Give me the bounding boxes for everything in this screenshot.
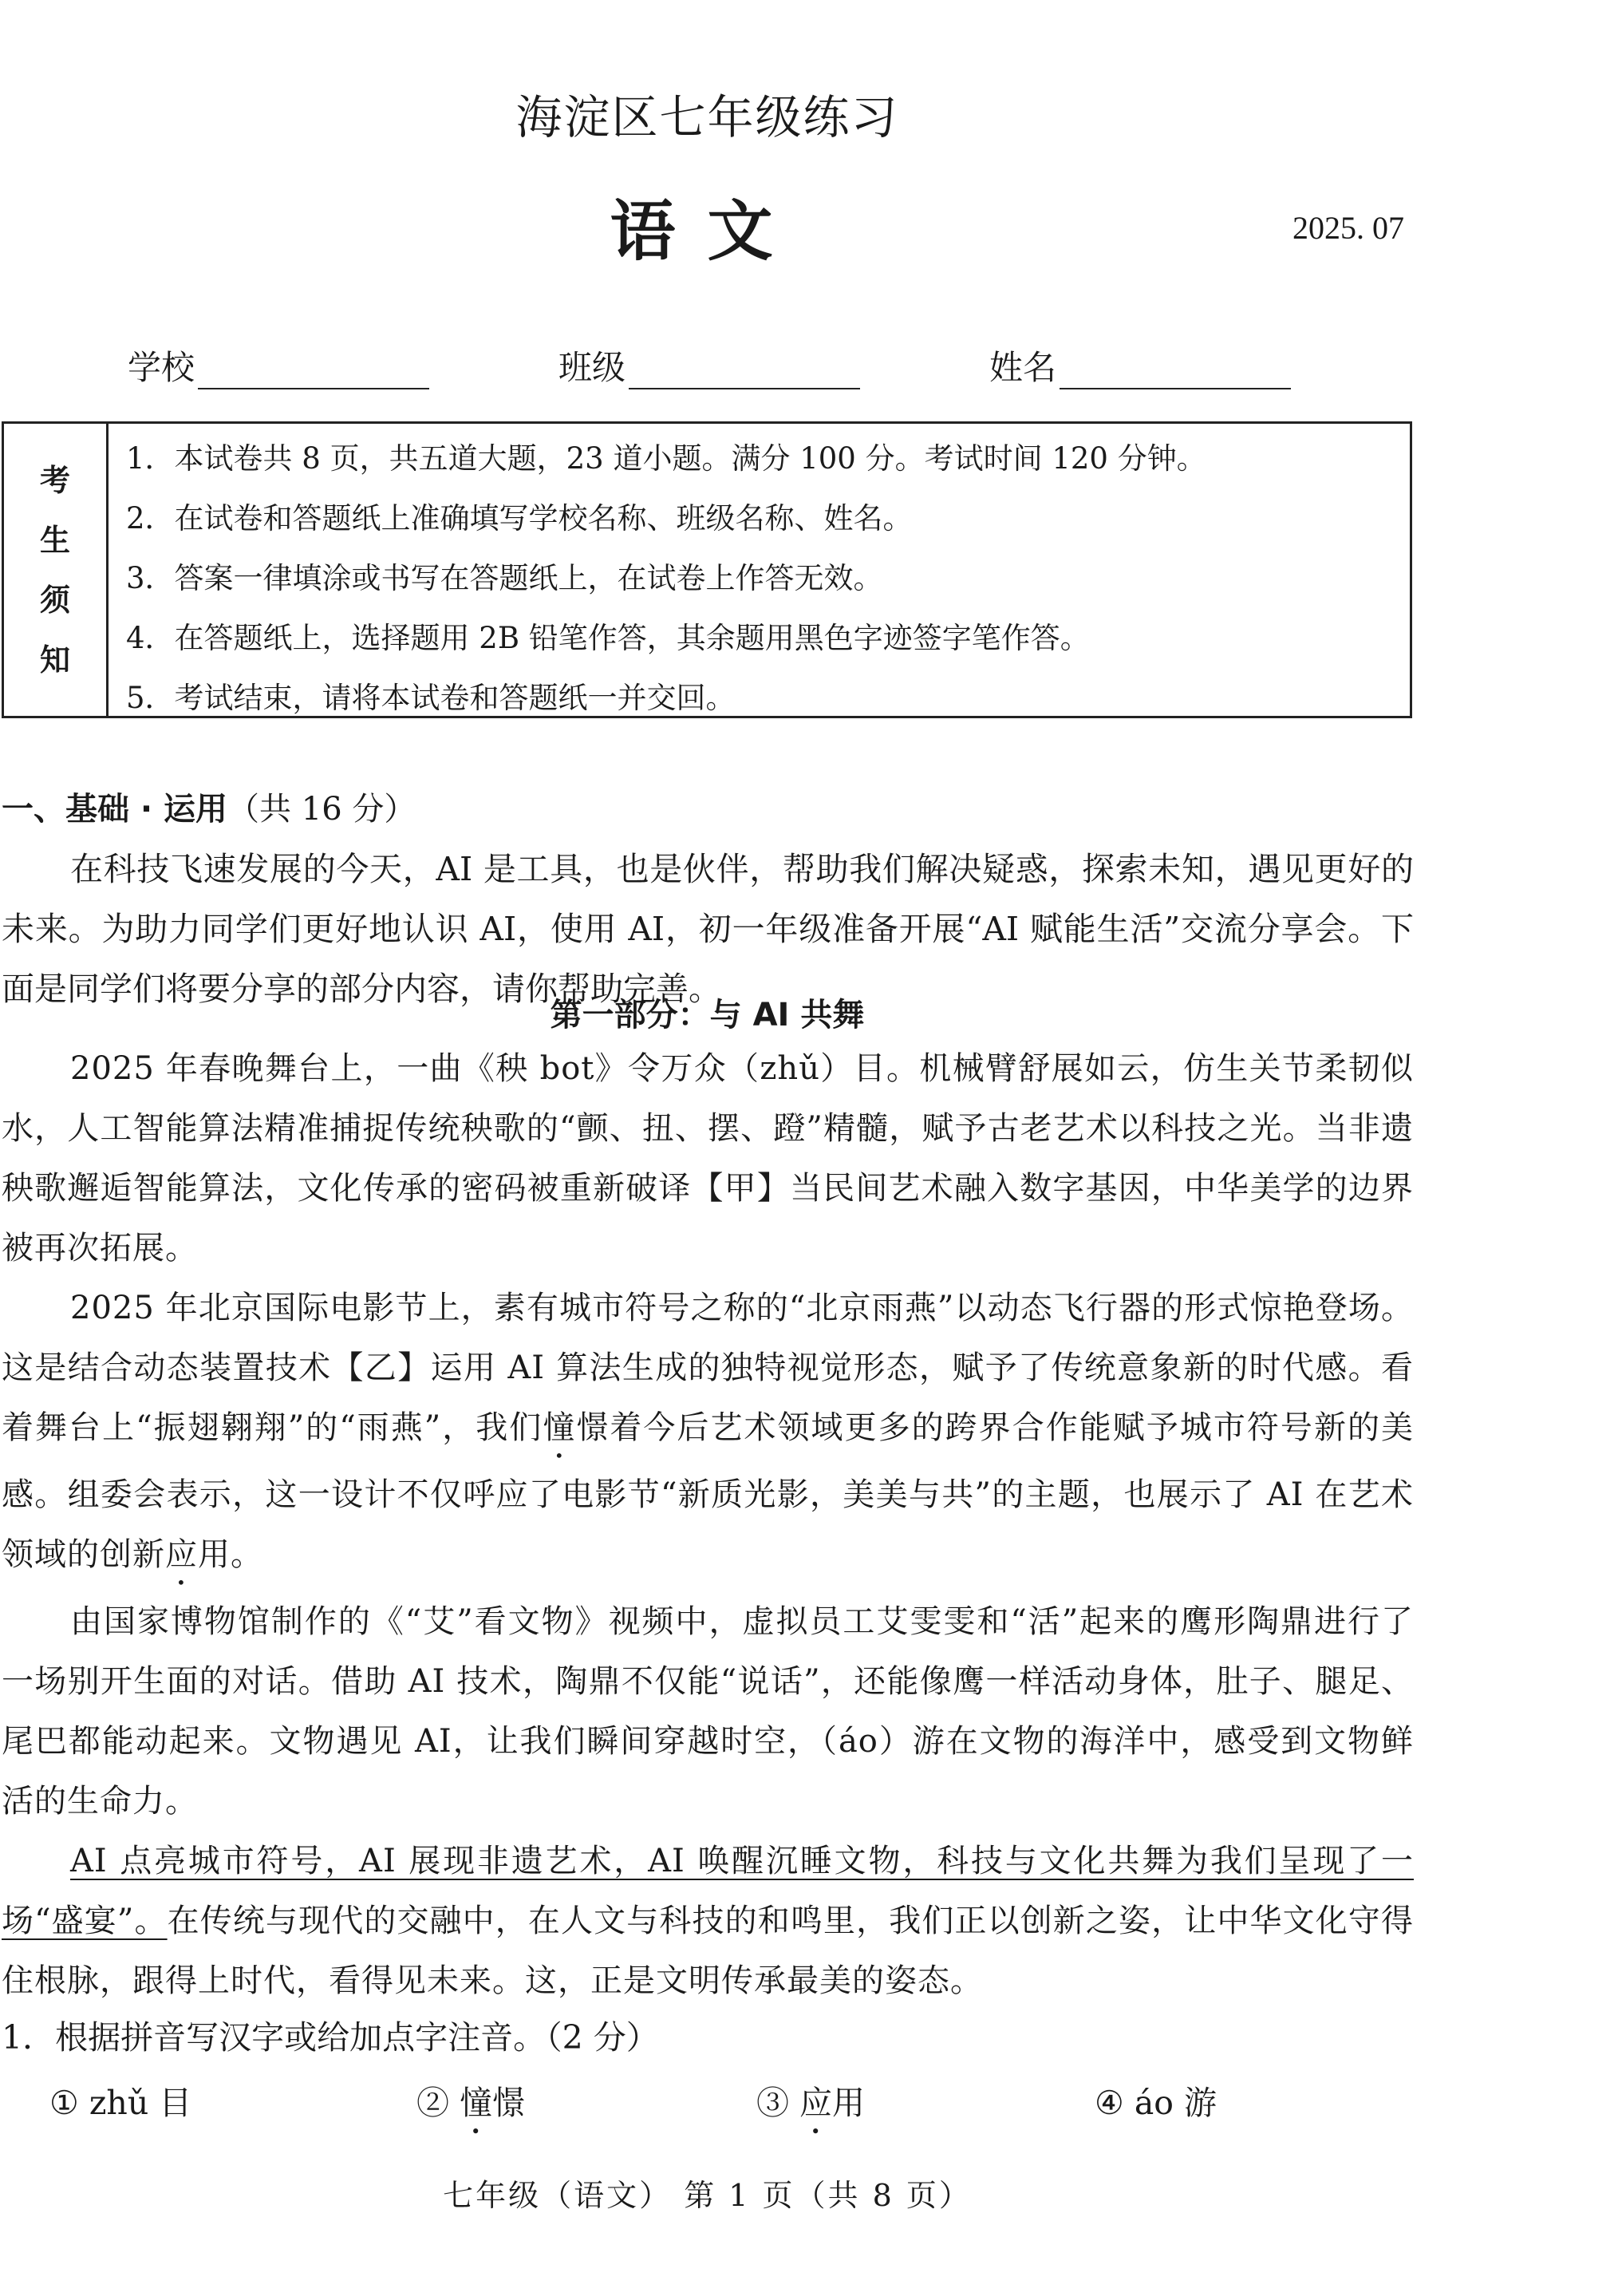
underlined-sentence: AI 点亮城市符号，AI 展现非遗艺术，AI 唤醒沉睡文物，科技与文化共舞为我们呈现了一场“盛宴”。: [2, 1843, 1414, 1939]
question-1-option: [756, 2077, 865, 2141]
name-label: 姓名: [989, 348, 1057, 387]
name-blank[interactable]: [1060, 356, 1291, 389]
exam-title: 海淀区七年级练习: [515, 90, 899, 144]
class-blank[interactable]: [629, 356, 860, 389]
option-dotted-char: 憧: [460, 2084, 493, 2122]
option-text: 用: [832, 2084, 866, 2122]
school-label: 学校: [128, 348, 195, 387]
option-number: ②: [416, 2084, 449, 2122]
notice-item: 5．考试结束，请将本试卷和答题纸一并交回。: [126, 681, 736, 715]
section-title-text: 一、基础 · 运用: [2, 791, 228, 828]
notice-heading: [4, 424, 109, 716]
notice-heading-char: 知: [39, 642, 70, 678]
name-field[interactable]: [989, 342, 1291, 389]
class-field[interactable]: [558, 342, 860, 389]
section-title: [2, 784, 416, 829]
notice-list: [109, 424, 1410, 716]
p2-text-a: 2025 年北京国际电影节上，素有城市符号之称的“北京雨燕”以动态飞行器的形式惊艳登场。这是结合动态装置技术【乙】运用 AI 算法生成的独特视觉形态，赋予了传统意象新的时代感。看着舞台上“振翅翱翔”的“雨燕”，我们: [2, 1290, 1414, 1446]
option-dotted-char: 应: [799, 2084, 833, 2122]
notice-heading-char: 生: [39, 522, 70, 558]
notice-item: 4．在答题纸上，选择题用 2B 铅笔作答，其余题用黑色字迹签字笔作答。: [126, 621, 1090, 655]
part-title: 第一部分：与 AI 共舞: [550, 997, 865, 1033]
option-number: ③: [756, 2084, 789, 2122]
passage-paragraph-4: [2, 1832, 1414, 2011]
p4-text-rest: 在传统与现代的交融中，在人文与科技的和鸣里，我们正以创新之姿，让中华文化守得住根脉，跟得上时代，看得见未来。这，正是文明传承最美的姿态。: [2, 1903, 1414, 1999]
question-1-option: [49, 2077, 191, 2124]
p2-text-c: 用。: [198, 1536, 263, 1573]
option-number: ④: [1095, 2084, 1124, 2122]
subject-title: 语文: [610, 193, 805, 270]
question-1-option: [416, 2077, 525, 2141]
question-1-option: [1095, 2077, 1217, 2124]
option-text: áo 游: [1134, 2084, 1217, 2122]
option-text: zhǔ 目: [89, 2084, 192, 2122]
exam-date: 2025. 07: [1292, 210, 1404, 246]
dotted-char-chong: 憧: [543, 1409, 577, 1446]
passage-paragraph-3: 由国家博物馆制作的《“艾”看文物》视频中，虚拟员工艾雯雯和“活”起来的鹰形陶鼎进行了一场别开生面的对话。借助 AI 技术，陶鼎不仅能“说话”，还能像鹰一样活动身体，肚子、腿足、尾巴都能动起来。文物遇见 AI，让我们瞬间穿越时空，（áo）游在文物的海洋中，感受到文物鲜活的生命力。: [2, 1603, 1414, 1820]
page-footer: 七年级（语文） 第 1 页（共 8 页）: [443, 2178, 972, 2213]
option-number: ①: [49, 2084, 79, 2122]
passage: [2, 1039, 1414, 2011]
option-text: 憬: [492, 2084, 526, 2122]
question-1-stem: 1．根据拼音写汉字或给加点字注音。（2 分）: [2, 2018, 659, 2057]
exam-notice-box: [2, 421, 1412, 718]
notice-item: 1．本试卷共 8 页，共五道大题，23 道小题。满分 100 分。考试时间 120 分钟。: [126, 441, 1206, 476]
p2-text-b: 憬着今后艺术领域更多的跨界合作能赋予城市符号新的美感。组委会表示，这一设计不仅呼应了电影节“新质光影，美美与共”的主题，也展示了 AI 在艺术领域的创新: [2, 1409, 1415, 1573]
intro-paragraph: 在科技飞速发展的今天，AI 是工具，也是伙伴，帮助我们解决疑惑，探索未知，遇见更好的未来。为助力同学们更好地认识 AI，使用 AI，初一年级准备开展“AI 赋能生活”交流分享会。下面是同学们将要分享的部分内容，请你帮助完善。: [2, 850, 1414, 1008]
dotted-char-ying: 应: [165, 1536, 198, 1573]
notice-heading-char: 考: [39, 462, 70, 498]
section-score: （共 16 分）: [227, 791, 416, 828]
school-field[interactable]: [128, 342, 429, 389]
notice-item: 2．在试卷和答题纸上准确填写学校名称、班级名称、姓名。: [126, 501, 913, 535]
notice-item: 3．答案一律填涂或书写在答题纸上，在试卷上作答无效。: [126, 561, 883, 595]
school-blank[interactable]: [198, 356, 429, 389]
passage-paragraph-2: [2, 1278, 1414, 1592]
class-label: 班级: [558, 348, 626, 387]
passage-paragraph-1: 2025 年春晚舞台上，一曲《秧 bot》令万众（zhǔ）目。机械臂舒展如云，仿生关节柔韧似水，人工智能算法精准捕捉传统秧歌的“颤、扭、摆、蹬”精髓，赋予古老艺术以科技之光。当非遗秧歌邂逅智能算法，文化传承的密码被重新破译【甲】当民间艺术融入数字基因，中华美学的边界被再次拓展。: [2, 1050, 1414, 1267]
notice-heading-char: 须: [39, 582, 70, 618]
